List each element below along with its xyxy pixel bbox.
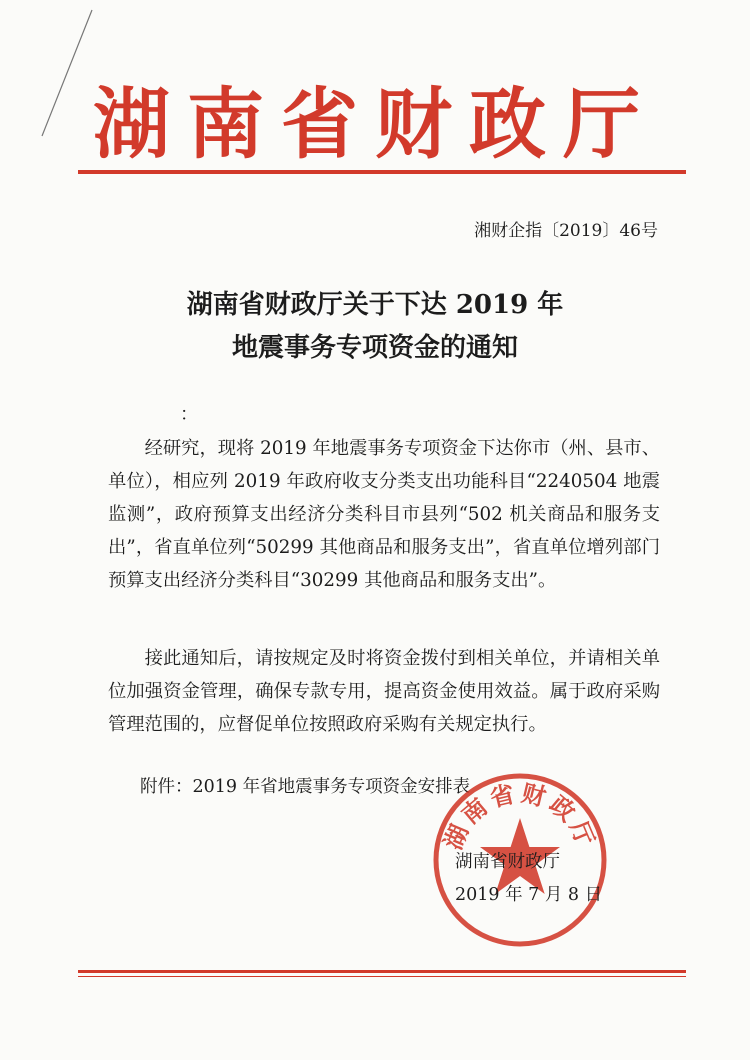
footer-red-rule xyxy=(78,970,686,973)
addressee: ： xyxy=(180,404,198,425)
body-paragraph-2: 接此通知后，请按规定及时将资金拨付到相关单位，并请相关单位加强资金管理，确保专款专用，提高资金使用效益。属于政府采购管理范围的，应督促单位按照政府采购有关规定执行。 xyxy=(108,648,660,735)
header-red-rule xyxy=(78,170,686,174)
document-title-line-2: 地震事务专项资金的通知 xyxy=(231,333,518,363)
seal-text: 湖南省财政厅 xyxy=(439,778,601,854)
sign-date: 2019 年 7 月 8 日 xyxy=(455,885,603,905)
attachment-note: 附件：2019 年省地震事务专项资金安排表 xyxy=(140,777,471,797)
footer-red-rule-thin xyxy=(78,976,686,977)
document-title-line-1: 湖南省财政厅关于下达 2019 年 xyxy=(186,290,564,320)
signatory: 湖南省财政厅 xyxy=(455,852,560,872)
org-header-title: 湖南省财政厅 xyxy=(93,81,657,170)
body-paragraph-1: 经研究，现将 2019 年地震事务专项资金下达你市（州、县市、单位），相应列 2019 年政府收支分类支出功能科目“2240504 地震监测”，政府预算支出经济分类科目市县列“502 机关商品和服务支出”，省直单位列“50299 其他商品和服务支出”，省直单位增列部门预算支出经济分类科目“30299 其他商品和服务支出”。 xyxy=(108,438,660,591)
document-number: 湘财企指〔2019〕46号 xyxy=(474,221,658,241)
